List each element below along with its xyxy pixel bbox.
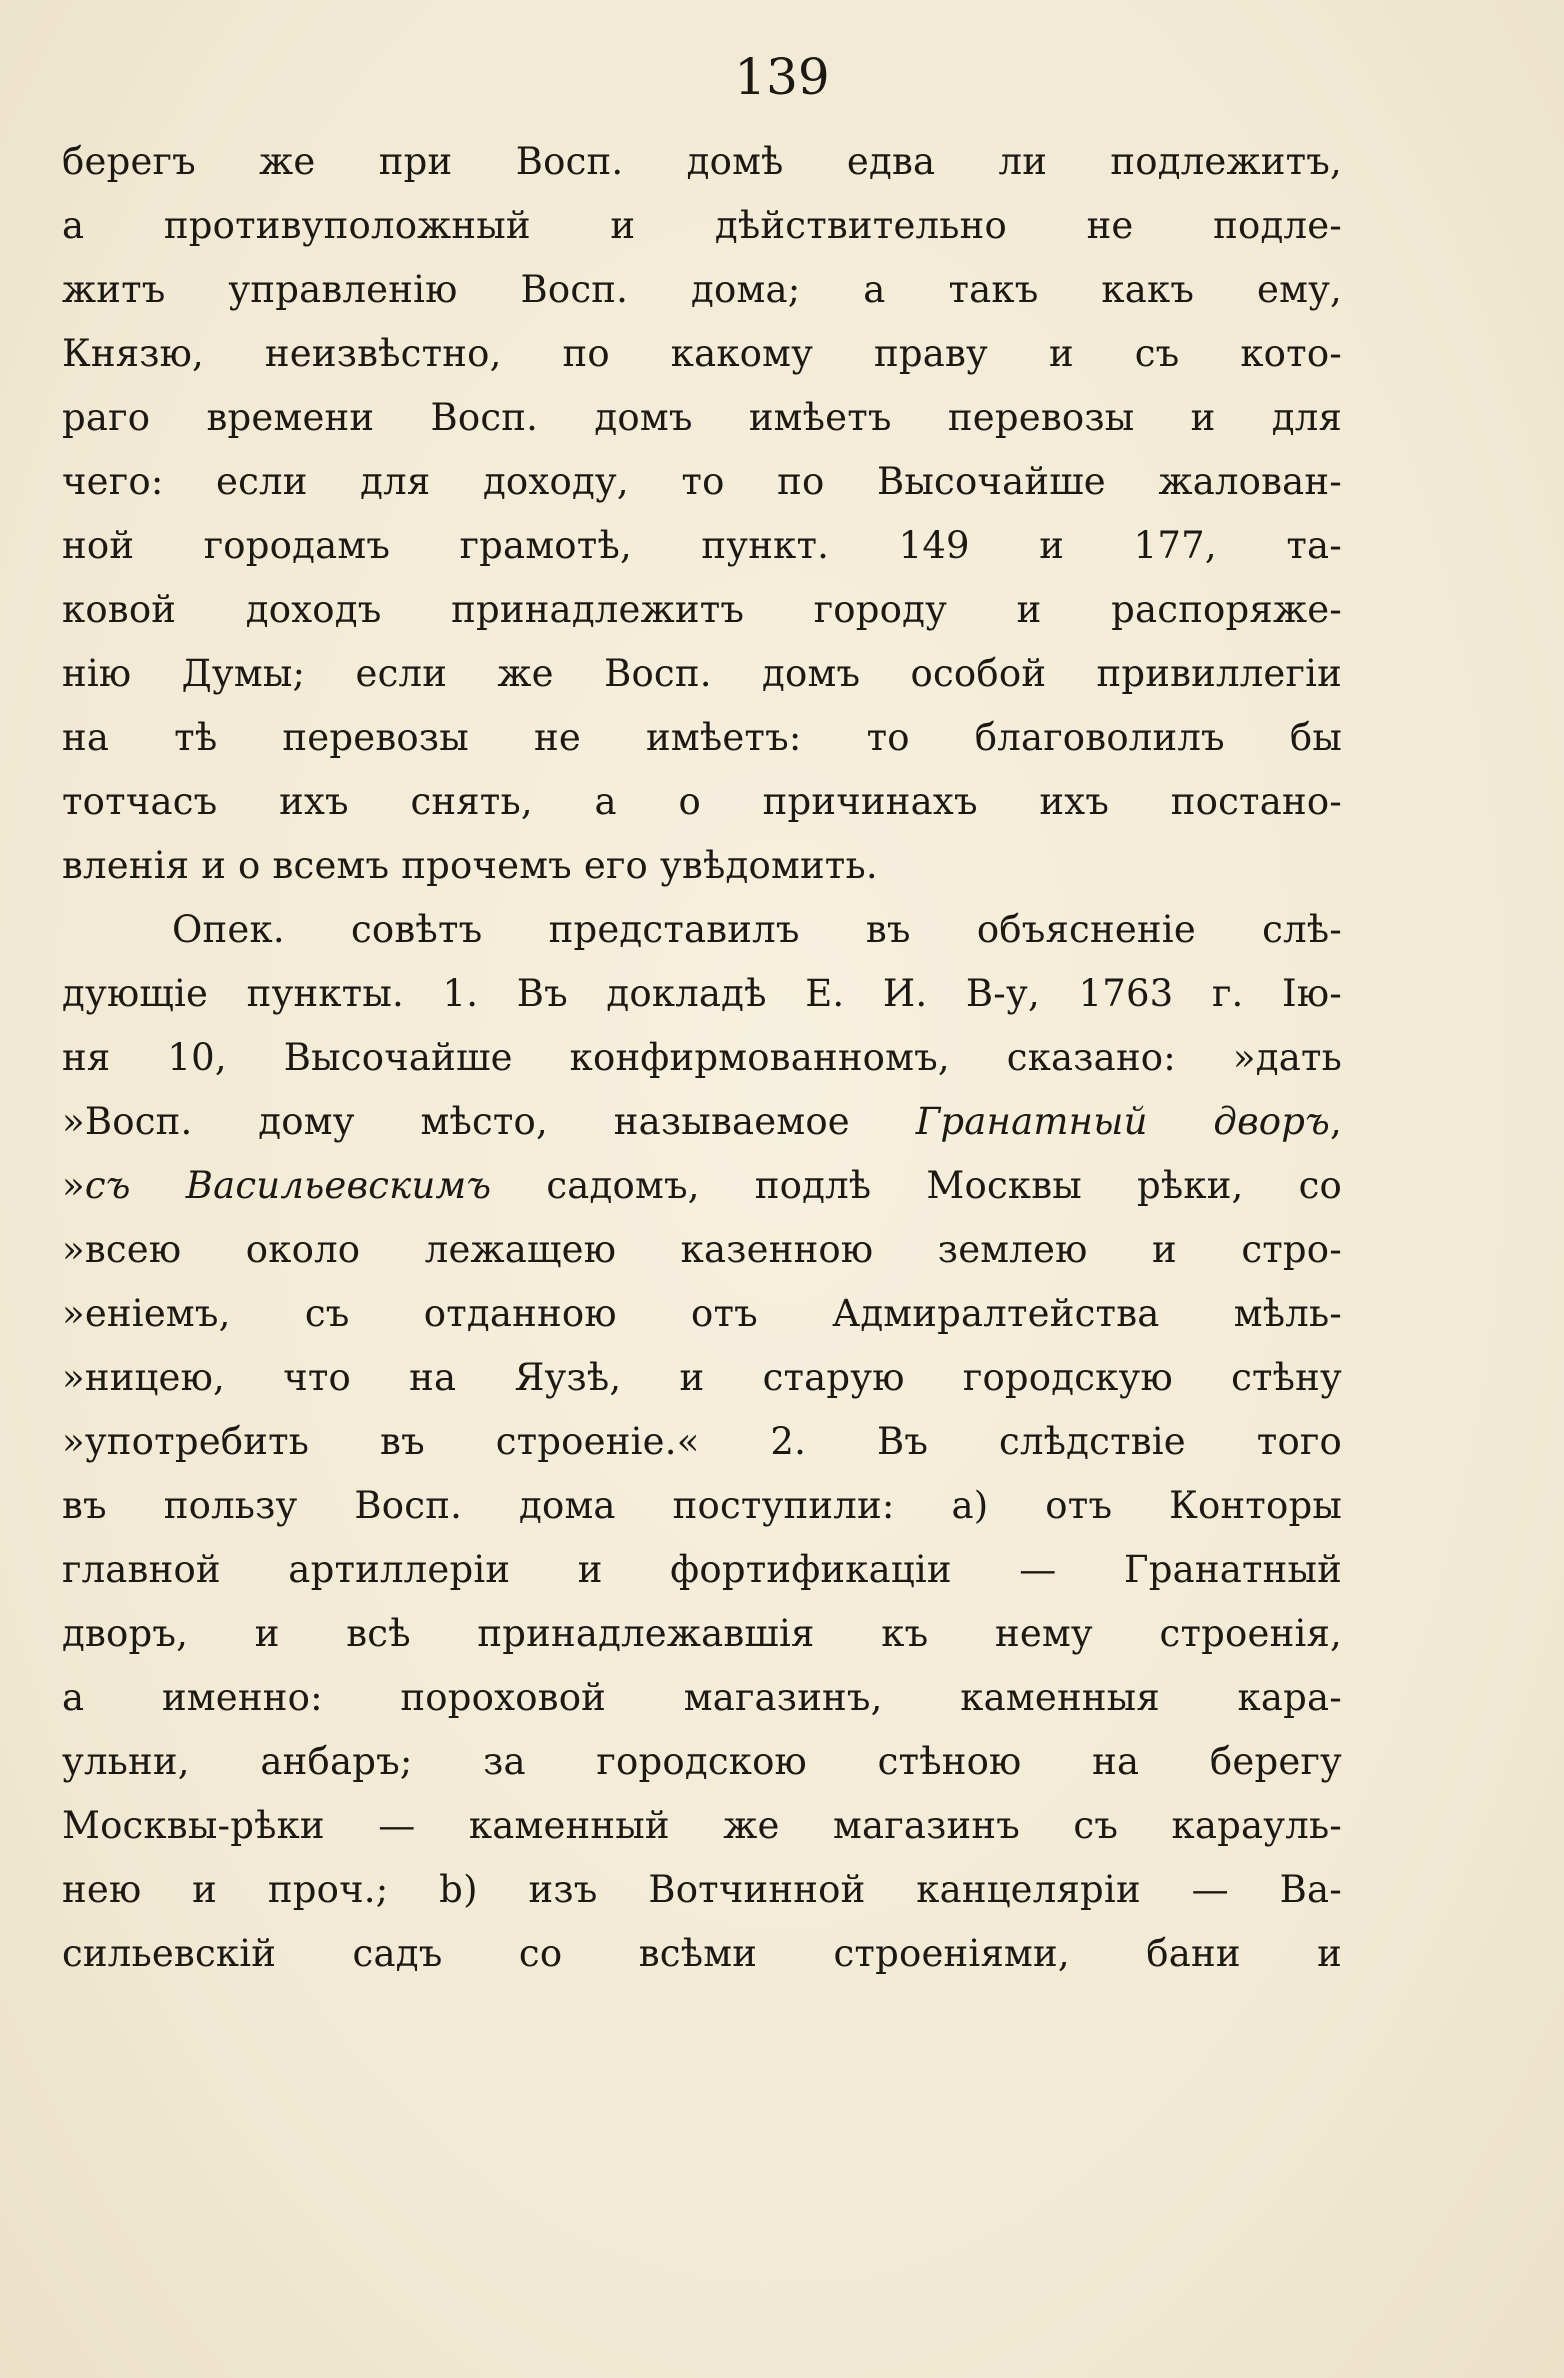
text-line-with-italic bbox=[62, 1154, 1342, 1218]
text-line: »енiемъ, съ отданною отъ Адмиралтейства мѣль- bbox=[62, 1292, 1342, 1335]
text-segment: »Восп. дому мѣсто, называемое bbox=[62, 1100, 916, 1143]
text-line: а именно: пороховой магазинъ, каменныя кара- bbox=[62, 1676, 1342, 1719]
text-line: раго времени Восп. домъ имѣетъ перевозы и для bbox=[62, 396, 1342, 439]
body-text bbox=[62, 130, 1342, 1986]
text-segment: , bbox=[1330, 1100, 1342, 1143]
text-line: дворъ, и всѣ принадлежавшiя къ нему строенiя, bbox=[62, 1612, 1342, 1655]
text-line: берегъ же при Восп. домѣ едва ли подлежитъ, bbox=[62, 140, 1342, 183]
italic-place-name: Гранатный дворъ bbox=[915, 1100, 1331, 1143]
text-line: въ пользу Восп. дома поступили: а) отъ Конторы bbox=[62, 1484, 1342, 1527]
text-line: Князю, неизвѣстно, по какому праву и съ кото- bbox=[62, 332, 1342, 375]
text-line: »ницею, что на Яузѣ, и старую городскую стѣну bbox=[62, 1356, 1342, 1399]
italic-place-name: съ Васильевскимъ bbox=[84, 1164, 492, 1207]
text-line: чего: если для доходу, то по Высочайше жалован- bbox=[62, 460, 1342, 503]
text-line: Москвы-рѣки — каменный же магазинъ съ карауль- bbox=[62, 1804, 1342, 1847]
text-line: ня 10, Высочайше конфирмованномъ, сказано: »дать bbox=[62, 1036, 1342, 1079]
paragraph-last-line: вленiя и о всемъ прочемъ его увѣдомить. bbox=[62, 844, 878, 887]
text-line: »употребить въ строенiе.« 2. Въ слѣдствiе того bbox=[62, 1420, 1342, 1463]
text-line: дующiе пункты. 1. Въ докладѣ Е. И. В-у, 1763 г. Iю- bbox=[62, 972, 1342, 1015]
text-line: сильевскiй садъ со всѣми строенiями, бани и bbox=[62, 1932, 1342, 1975]
text-line: тотчасъ ихъ снять, а о причинахъ ихъ постано- bbox=[62, 780, 1342, 823]
text-line: »всею около лежащею казенною землею и стро- bbox=[62, 1228, 1342, 1271]
page-number: 139 bbox=[734, 48, 830, 106]
text-line-with-italic bbox=[62, 1090, 1342, 1154]
text-line: ульни, анбаръ; за городскою стѣною на берегу bbox=[62, 1740, 1342, 1783]
text-line: на тѣ перевозы не имѣетъ: то благоволилъ бы bbox=[62, 716, 1342, 759]
text-segment: садомъ, подлѣ Москвы рѣки, со bbox=[491, 1164, 1343, 1207]
text-line: ковой доходъ принадлежитъ городу и распоряже- bbox=[62, 588, 1342, 631]
text-line: ной городамъ грамотѣ, пункт. 149 и 177, та- bbox=[62, 524, 1342, 567]
text-line: главной артиллерiи и фортификацiи — Гранатный bbox=[62, 1548, 1342, 1591]
paragraph-first-line: Опек. совѣтъ представилъ въ объясненiе слѣ- bbox=[172, 908, 1342, 951]
text-line: житъ управленiю Восп. дома; а такъ какъ ему, bbox=[62, 268, 1342, 311]
text-line: а противуположный и дѣйствительно не подле- bbox=[62, 204, 1342, 247]
text-line: нiю Думы; если же Восп. домъ особой привиллегiи bbox=[62, 652, 1342, 695]
text-line: нею и проч.; b) изъ Вотчинной канцелярiи — Ва- bbox=[62, 1868, 1342, 1911]
text-segment: » bbox=[62, 1164, 85, 1207]
